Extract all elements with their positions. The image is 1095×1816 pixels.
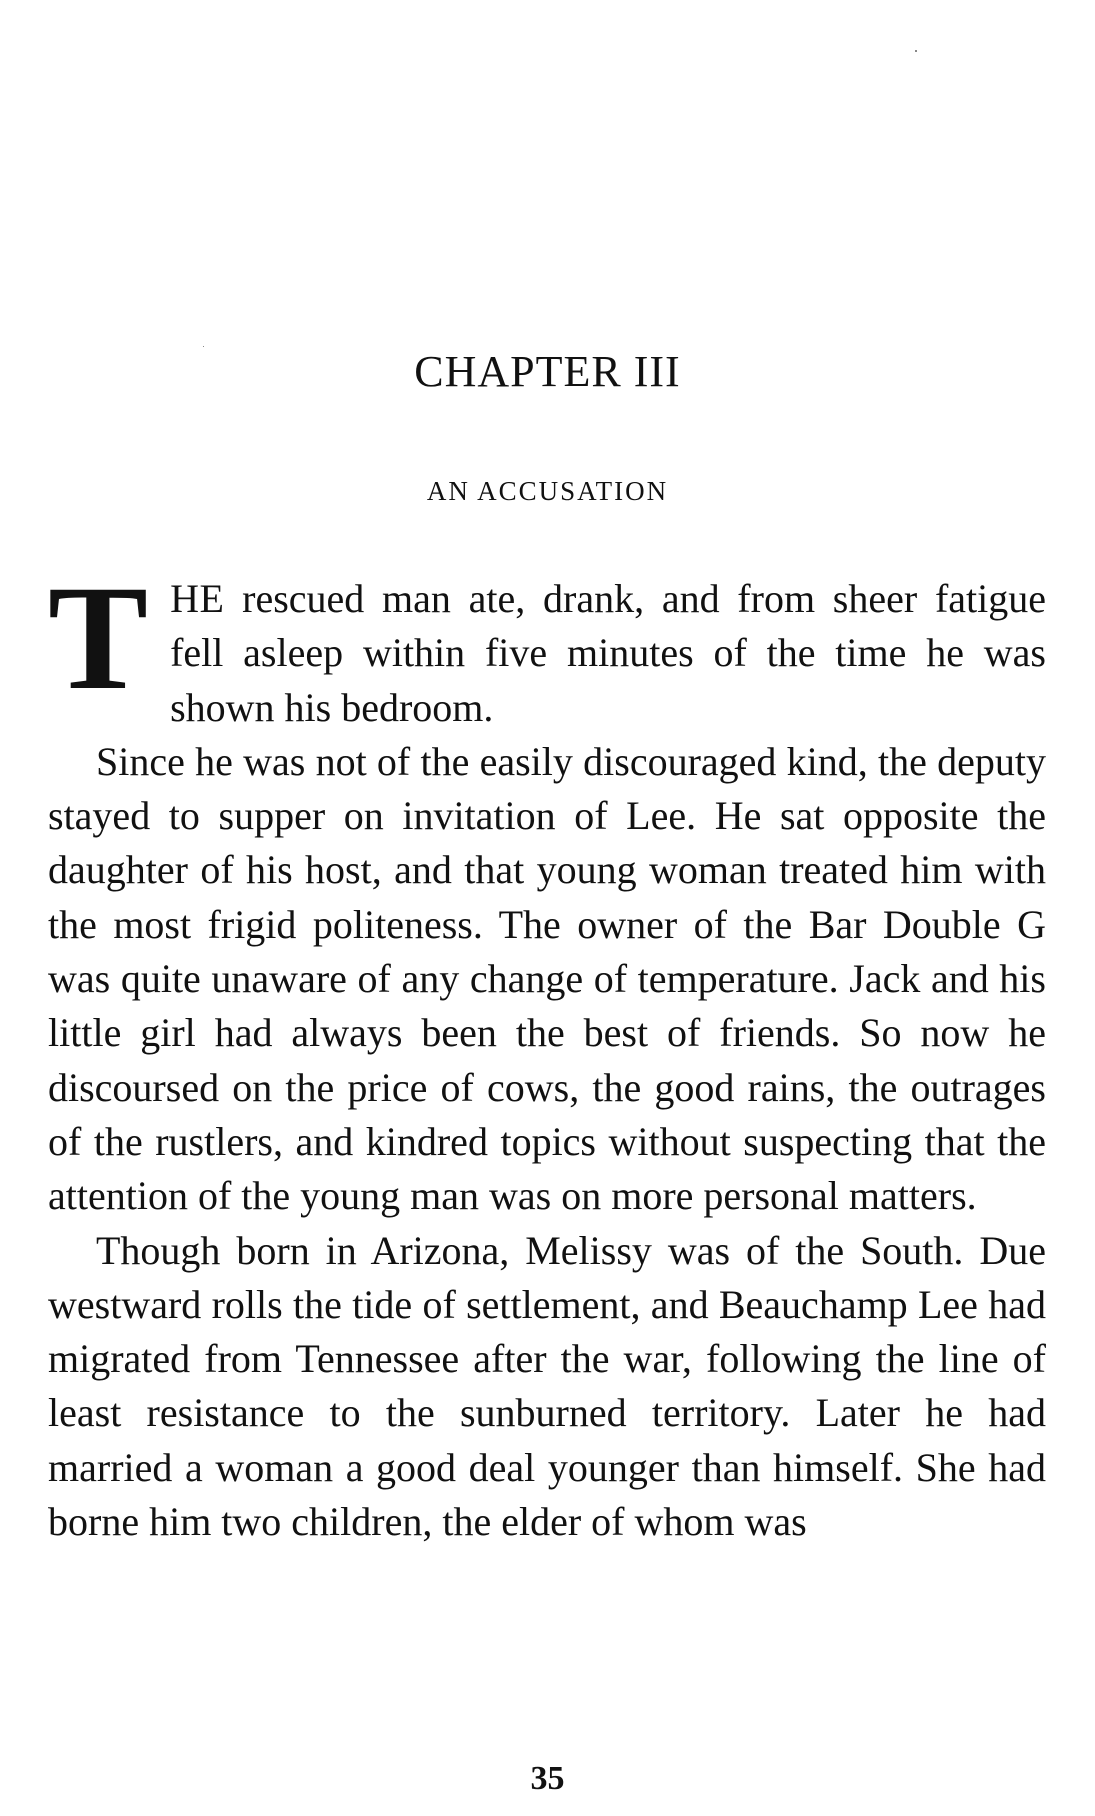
paragraph-1-text: rescued man ate, drank, and from sheer fatigue fell asleep within five minutes of the time he was shown his bedroom. bbox=[170, 576, 1046, 730]
page-number: 35 bbox=[530, 1760, 565, 1797]
chapter-subtitle: AN ACCUSATION bbox=[426, 476, 669, 506]
paragraph-3: Though born in Arizona, Melissy was of the South. Due westward rolls the tide of settlement, and Beauchamp Lee had migrated from Tennessee after the war, following the line of least resistance to the sunburned territory. Later he had married a woman a good deal younger than himself. She had borne him two children, the elder of whom was bbox=[48, 1227, 1046, 1545]
paragraph-1 bbox=[48, 555, 1046, 735]
drop-cap: T bbox=[48, 555, 149, 721]
drop-cap-lead: HE bbox=[170, 576, 225, 621]
scan-speck bbox=[915, 50, 917, 52]
chapter-title: CHAPTER III bbox=[414, 347, 681, 396]
paragraph-2: Since he was not of the easily discouraged kind, the deputy stayed to supper on invitation of Lee. He sat opposite the daughter of his host, and that young woman treated him with the most frigid politeness. The owner of the Bar Double G was quite unaware of any change of temperature. Jack and his little girl had always been the best of friends. So now he discoursed on the price of cows, the good rains, the outrages of the rustlers, and kindred topics without suspecting that the attention of the young man was on more personal matters. bbox=[48, 738, 1046, 1219]
body-text bbox=[48, 555, 1046, 1549]
scan-speck bbox=[203, 346, 204, 347]
